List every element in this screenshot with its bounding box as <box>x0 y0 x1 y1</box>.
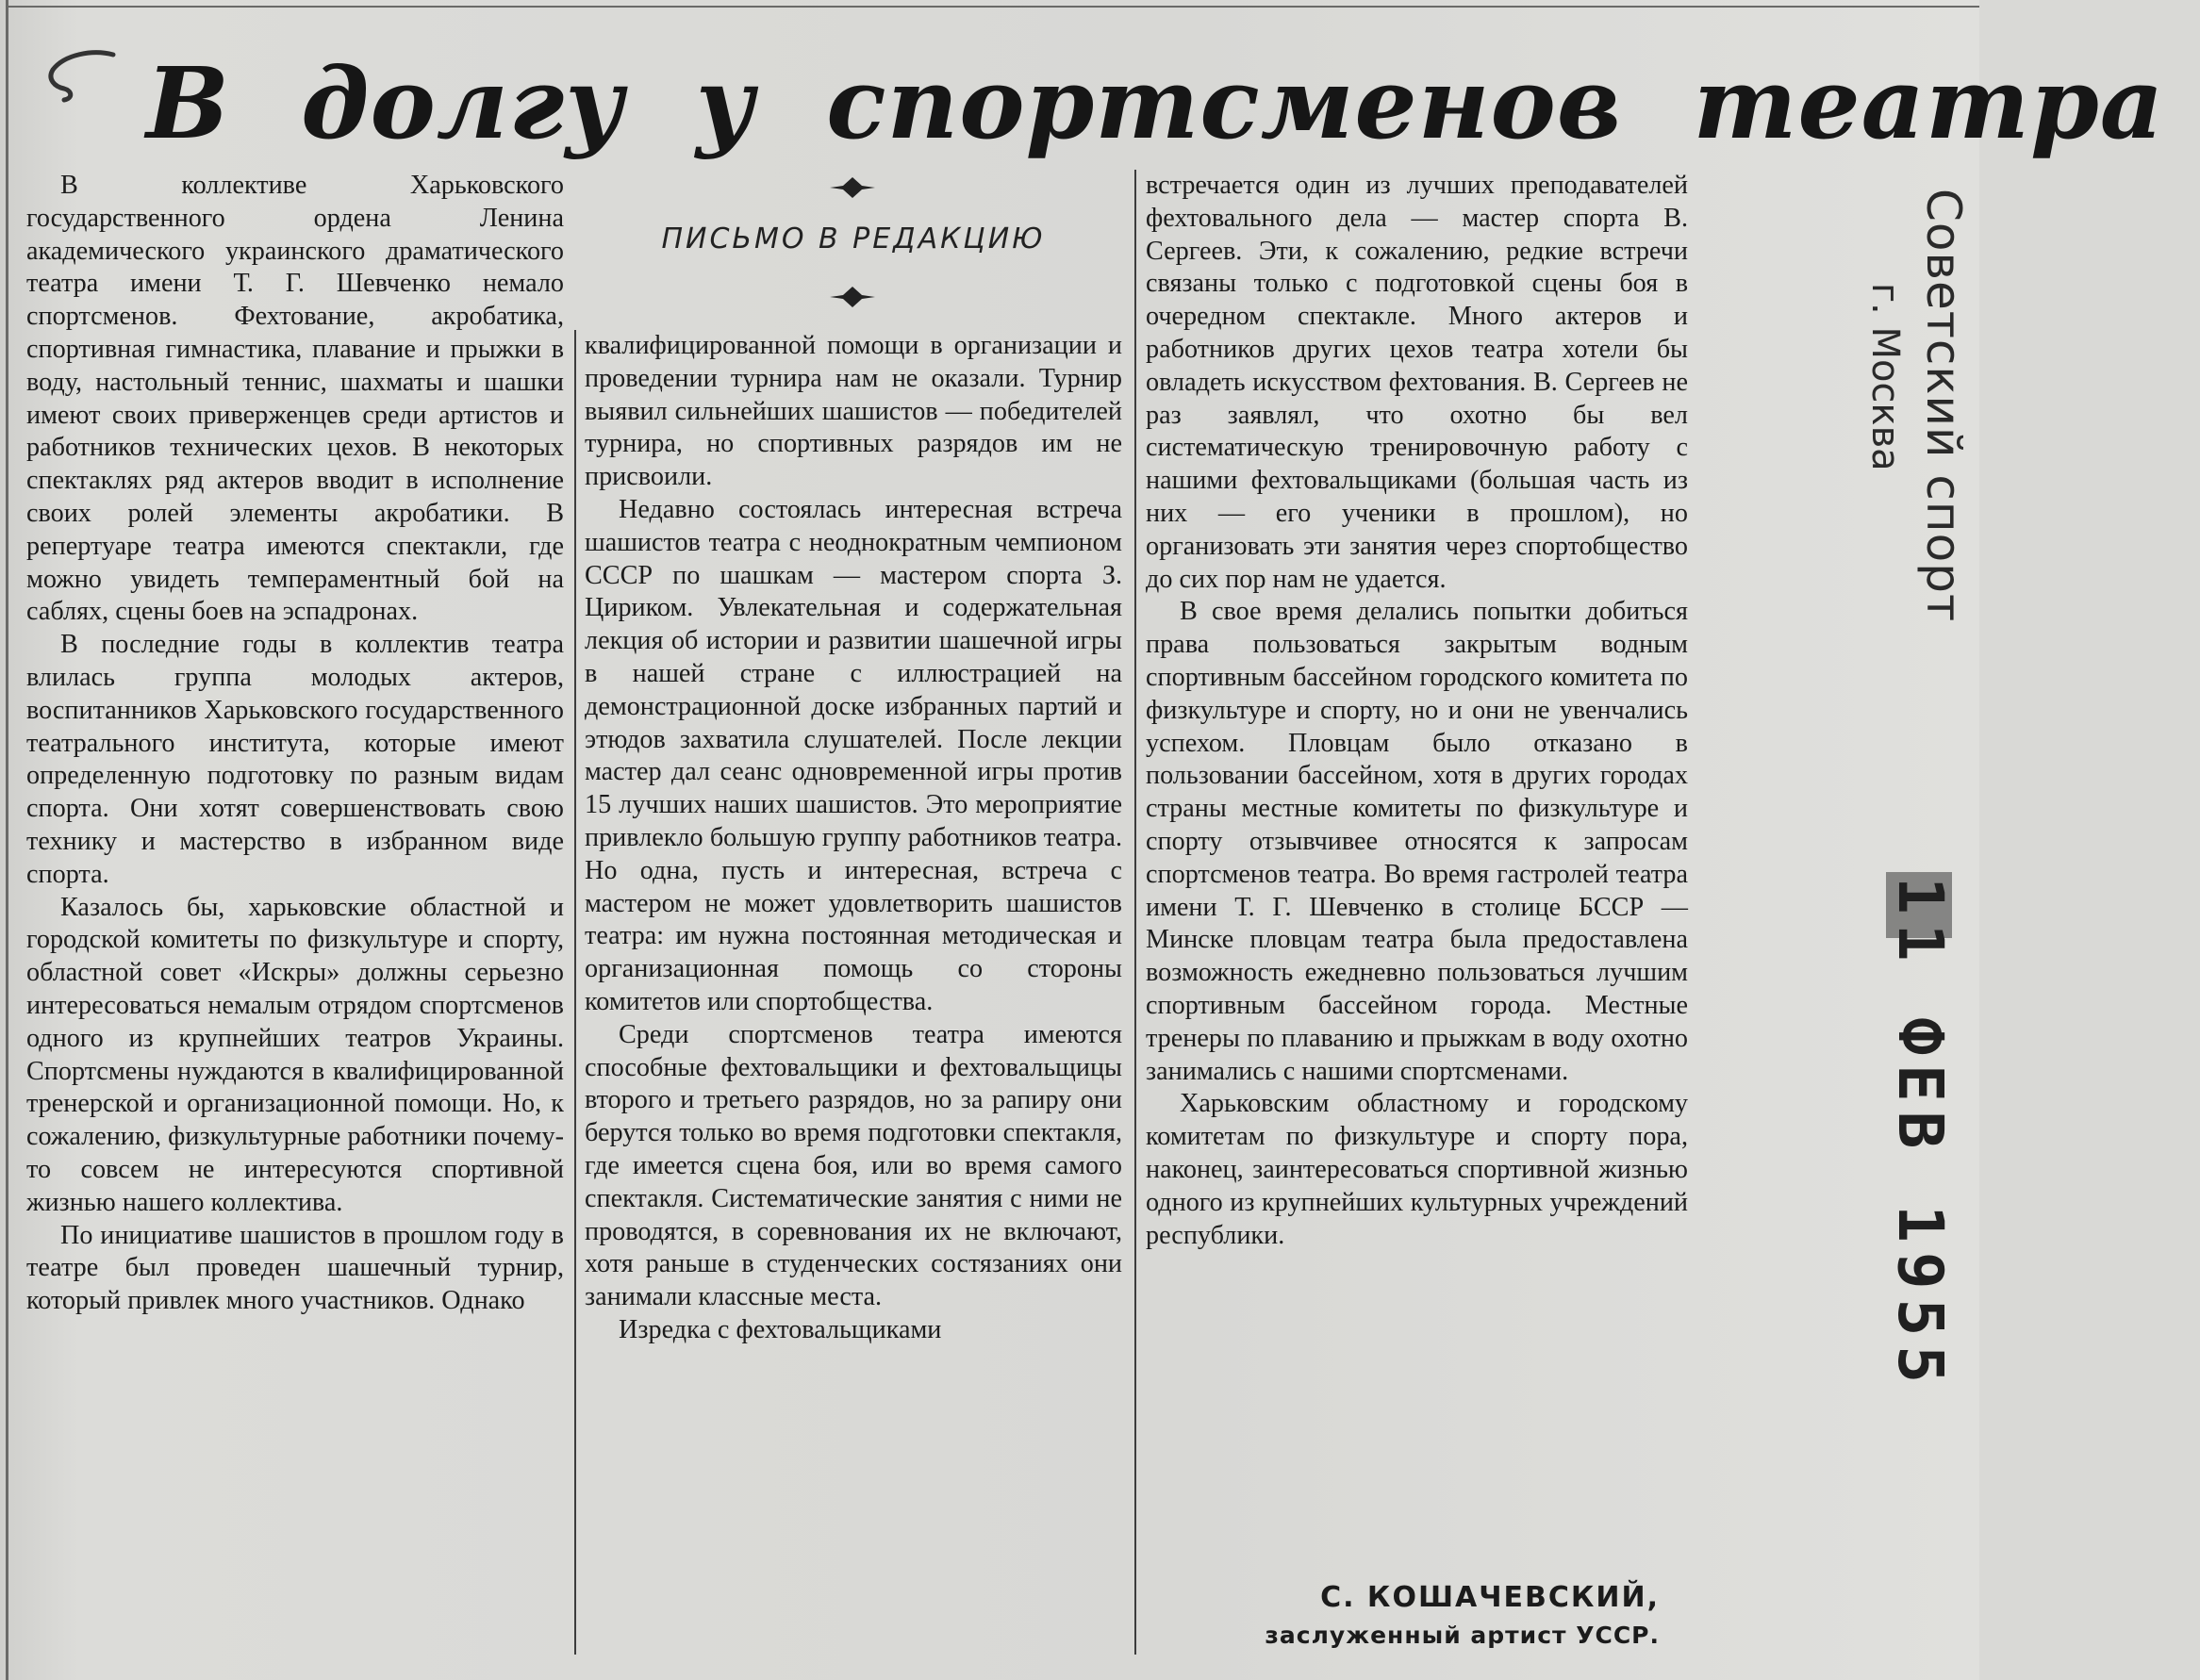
column-rule <box>1134 170 1136 1655</box>
paragraph: Изредка с фехтовальщиками <box>619 1314 942 1344</box>
headline <box>146 45 2165 161</box>
ornament-bottom <box>830 287 875 307</box>
pen-mark <box>36 45 121 102</box>
newspaper-city: г. Москва <box>1863 283 1907 471</box>
date-stamp-text: 11 ФЕВ 1955 <box>1884 877 1957 1393</box>
paragraph: В свое время делались попытки добиться права пользоваться закрытым водным спортивным бассейном городского комитета по физкультуре и спорту, но и они не увенчались успехом. Пловцам было отказано в пользовании бассейном, хотя в других городах страны местные комитеты по физкультуре и спорту отзывчивее относятся к запросам спортсменов театра. Во время гастролей театра имени Т. Г. Шевченко в столице БССР — Минске пловцам театра была предоставлена возможность ежедневно пользоваться лучшим спортивным бассейном города. Местные тренеры по плаванию и прыжкам в воду охотно занимались с нашими спортсменами. <box>1146 597 1688 1086</box>
ornament-top <box>830 177 875 198</box>
headline-word: В <box>146 45 230 161</box>
author-title: заслуженный артист УССР. <box>1265 1622 1660 1649</box>
article-column-3 <box>1146 170 1688 1252</box>
paragraph: В последние годы в коллектив театра влилась группа молодых актеров, воспитанников Харьковского государственного театрального института, которые имеют определенную подготовку по разным видам спорта. Они хотят совершенствовать свою технику и мастерство в избранном виде спорта. <box>26 630 564 889</box>
headline-word: долгу <box>301 45 625 161</box>
headline-word: спортсменов <box>826 45 1623 161</box>
author-name: С. КОШАЧЕВСКИЙ, <box>1320 1581 1660 1614</box>
paragraph: По инициативе шашистов в прошлом году в театре был проведен шашечный турнир, который привлек много участников. Однако <box>26 1220 564 1316</box>
headline-word: театра <box>1693 45 2165 161</box>
newspaper-name: Советский спорт <box>1916 189 1971 623</box>
left-border <box>6 0 8 1680</box>
headline-word: у <box>695 45 756 161</box>
paragraph: Казалось бы, харьковские областной и городской комитеты по физкультуре и спорту, областной совет «Искры» должны серьезно интересоваться немалым отрядом спортсменов одного из крупнейших театров Украины. Спортсмены нуждаются в квалифицированной тренерской и организационной помощи. Но, к сожалению, физкультурные работники почему-то совсем не интересуются спортивной жизнью нашего коллектива. <box>26 892 564 1217</box>
article-column-2 <box>585 330 1122 1347</box>
date-stamp <box>1872 877 1976 1393</box>
paragraph: В коллективе Харьковского государственного ордена Ленина академического украинского драматического театра имени Т. Г. Шевченко немало спортсменов. Фехтование, акробатика, спортивная гимнастика, плавание и прыжки в воду, настольный теннис, шахматы и шашки имеют своих приверженцев среди артистов и работников технических цехов. В некоторых спектаклях ряд актеров вводит в исполнение своих ролей элементы акробатики. В репертуаре театра имеются спектакли, где можно увидеть темпераментный бой на саблях, сцены боев на эспадронах. <box>26 171 564 627</box>
subtitle: ПИСЬМО В РЕДАКЦИЮ <box>661 222 1046 255</box>
source-label <box>1773 189 1980 716</box>
paragraph: встречается один из лучших преподавателей фехтовального дела — мастер спорта В. Сергеев. Эти, к сожалению, редкие встречи связаны только с подготовкой сцены боя в очередном спектакле. Много актеров и работников других цехов театра хотели бы овладеть искусством фехтования. В. Сергеев не раз заявлял, что охотно бы вел систематическую тренировочную работу с нашими фехтовальщиками (большая часть из них — его ученики в прошлом), но организовать эти занятия через спортобщество до сих пор нам не удается. <box>1146 171 1688 594</box>
paragraph: Харьковским областному и городскому комитетам по физкультуре и спорту пора, наконец, заинтересоваться спортивной жизнью одного из крупнейших культурных учреждений республики. <box>1146 1089 1688 1250</box>
paragraph: Недавно состоялась интересная встреча шашистов театра с неоднократным чемпионом СССР по шашкам — мастером спорта З. Цириком. Увлекательная и содержательная лекция об истории и развитии шашечной игры в нашей стране с иллюстрацией на демонстрационной доске избранных партий и этюдов захватила слушателей. После лекции мастер дал сеанс одновременной игры против 15 лучших наших шашистов. Это мероприятие привлекло большую группу работников театра. Но одна, пусть и интересная, встреча с мастером не может удовлетворить шашистов театра: им нужна постоянная методическая и организационная помощь со стороны комитетов или спортобщества. <box>585 494 1122 1016</box>
column-rule <box>574 330 576 1655</box>
article-column-1 <box>26 170 564 1318</box>
paragraph: Среди спортсменов театра имеются способные фехтовальщики и фехтовальщицы второго и третьего разрядов, но за рапиру они берутся только во время подготовки спектакля, где имеется сцена боя, или во время самого спектакля. Систематические занятия с ними не проводятся, в соревнования их не включают, хотя раньше в студенческих состязаниях они занимали классные места. <box>585 1019 1122 1312</box>
paragraph: квалифицированной помощи в организации и проведении турнира нам не оказали. Турнир выявил сильнейших шашистов — победителей турнира, но спортивных разрядов им не присвоили. <box>585 331 1122 492</box>
top-border <box>6 6 1979 8</box>
